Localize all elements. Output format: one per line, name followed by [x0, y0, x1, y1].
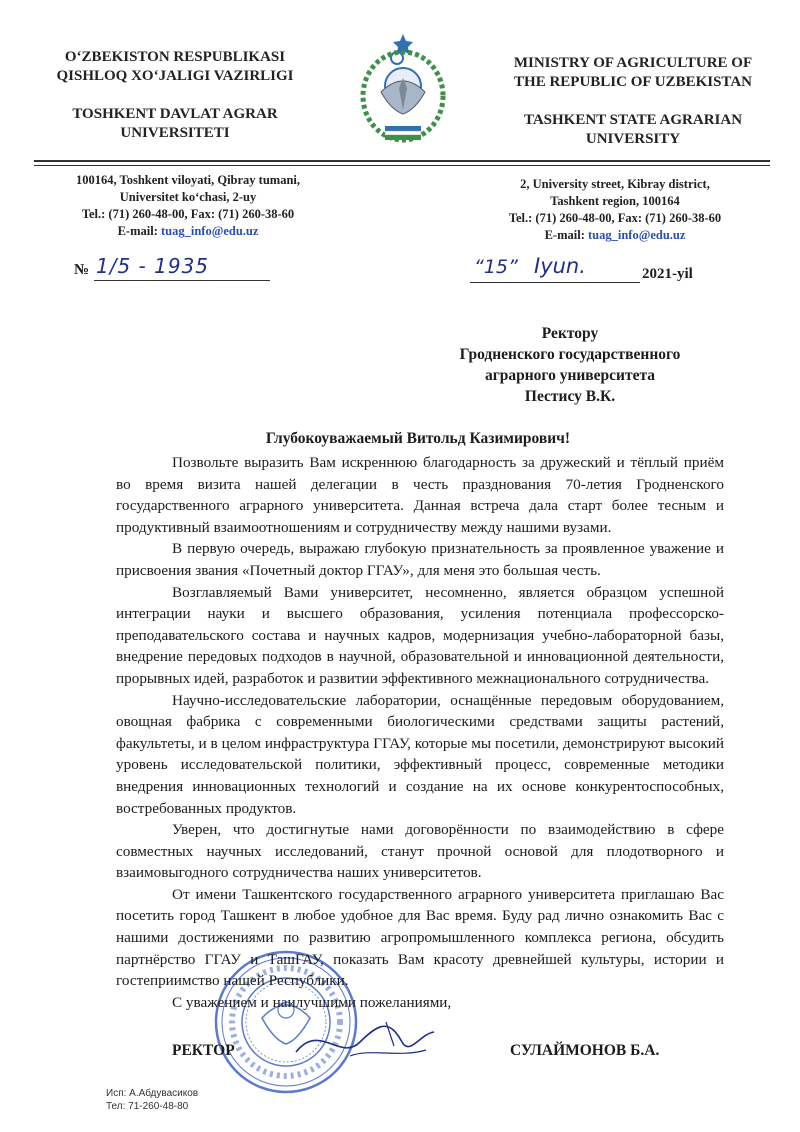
paragraph-4: Научно-исследовательские лаборатории, оснащённые передовым оборудованием, овощная фабрика с современными биологическими средствами защиты растений, факультеты, и в целом инфраструктура ГГАУ, которые мы посетили, демонстрируют высокий уровень исследовательской политики, эффективный процесс, современные методики внедрения инновационных технологий и создание на их основе конкурентоспособных, востребованных продуктов. [116, 691, 724, 817]
number-underline [94, 280, 270, 281]
address-right-line2: Tashkent region, 100164 [550, 194, 680, 208]
paragraph-1: Позвольте выразить Вам искреннюю благодарность за дружеский и тёплый приём во время визита нашей делегации в честь празднования 70-летия Гродненского государственного аграрного университета. Данная встреча дала старт более тесным и продуктивный взаимоотношениям и сотрудничеству между нашими вузами. [116, 454, 724, 536]
address-right-line1: 2, University street, Kibray district, [520, 177, 710, 191]
footer-phone: Тел: 71-260-48-80 [106, 1101, 189, 1112]
state-emblem-icon [355, 30, 451, 158]
date-underline [470, 282, 640, 283]
address-left-email [38, 223, 338, 240]
letter-body [116, 452, 724, 1013]
date-year: 2021-yil [642, 266, 693, 282]
address-left [38, 172, 338, 240]
salutation: Глубокоуважаемый Витольд Казимирович! [265, 430, 571, 447]
reference-number [74, 254, 270, 284]
address-right [465, 176, 765, 244]
reference-date [470, 256, 710, 286]
paragraph-3: Возглавляемый Вами университет, несомненно, является образцом успешной интеграции науки и высшего образования, усиления потенциала профессорско-преподавательского состава и научных кадров, модернизация учебно-лабораторной базы, внедрение передовых подходов в научной, образовательной и инновационной деятельности, прорывных идей, разработок и развитии эффективного межнационального сотрудничества. [116, 583, 724, 687]
footer-executor: Исп: А.Абдувасиков [106, 1088, 199, 1099]
paragraph-5: Уверен, что достигнутые нами договорённости по взаимодействию в сфере совместных научных исследований, станут прочной основой для плодотворного и взаимовыгодного сотрудничества наших университетов. [116, 821, 724, 882]
addressee-block [420, 323, 720, 407]
paragraph-2: В первую очередь, выражаю глубокую признательность за проявленное уважение и присвоения звания «Почетный доктор ГГАУ», для меня это большая честь. [116, 540, 724, 579]
paragraph-6: От имени Ташкентского государственного аграрного университета приглашаю Вас посетить город Ташкент в любое удобное для Вас время. Буду рад лично ознакомить Вас с нашими достижениями по развитию агропромышленного комплекса региона, обсудить партнёрство ГГАУ и ТашГАУ, показать Вам красоту древнейшей культуры, истории и гостеприимство нашей Республики. [116, 885, 724, 990]
signer-name: СУЛАЙМОНОВ Б.А. [510, 1042, 660, 1059]
letterhead-left [30, 48, 320, 143]
address-right-email [465, 227, 765, 244]
email-link-left[interactable]: tuag_info@edu.uz [161, 224, 259, 238]
addressee-line4: Пестису В.К. [524, 388, 616, 405]
header-divider-thin [34, 165, 770, 166]
address-left-line3: Tel.: (71) 260-48-00, Fax: (71) 260-38-60 [81, 207, 295, 221]
number-value: 1/5 - 1935 [96, 254, 210, 278]
date-day: “15” [474, 256, 518, 278]
signature-icon [290, 1012, 440, 1072]
letterhead-left-line3: TOSHKENT DAVLAT AGRAR [72, 106, 278, 122]
header-divider-thick [34, 160, 770, 162]
email-label: E-mail: [117, 224, 161, 238]
addressee-line1: Ректору [541, 325, 599, 342]
addressee-line2: Гродненского государственного [459, 346, 681, 363]
letterhead-left-line2: QISHLOQ XO‘JALIGI VAZIRLIGI [56, 68, 294, 84]
letterhead-right-line2: THE REPUBLIC OF UZBEKISTAN [514, 74, 752, 90]
signer-title: РЕКТОР [172, 1042, 235, 1059]
email-label: E-mail: [544, 228, 588, 242]
letterhead-right-line3: TASHKENT STATE AGRARIAN [523, 112, 743, 128]
closing-line: С уважением и наилучшими пожеланиями, [172, 993, 452, 1011]
letterhead-right-line1: MINISTRY OF AGRICULTURE OF [513, 55, 753, 71]
letterhead-right-line4: UNIVERSITY [585, 131, 681, 147]
address-left-line2: Universitet ko‘chasi, 2-uy [119, 190, 257, 204]
letterhead-left-line4: UNIVERSITETI [120, 125, 230, 141]
address-right-line3: Tel.: (71) 260-48-00, Fax: (71) 260-38-60 [508, 211, 722, 225]
date-month: Iyun. [534, 254, 586, 278]
email-link-right[interactable]: tuag_info@edu.uz [588, 228, 686, 242]
address-left-line1: 100164, Toshkent viloyati, Qibray tumani, [76, 173, 300, 187]
addressee-line3: аграрного университета [484, 367, 656, 384]
letterhead-right [492, 54, 774, 149]
letterhead-left-line1: O‘ZBEKISTON RESPUBLIKASI [64, 49, 286, 65]
number-label: № [74, 262, 90, 278]
